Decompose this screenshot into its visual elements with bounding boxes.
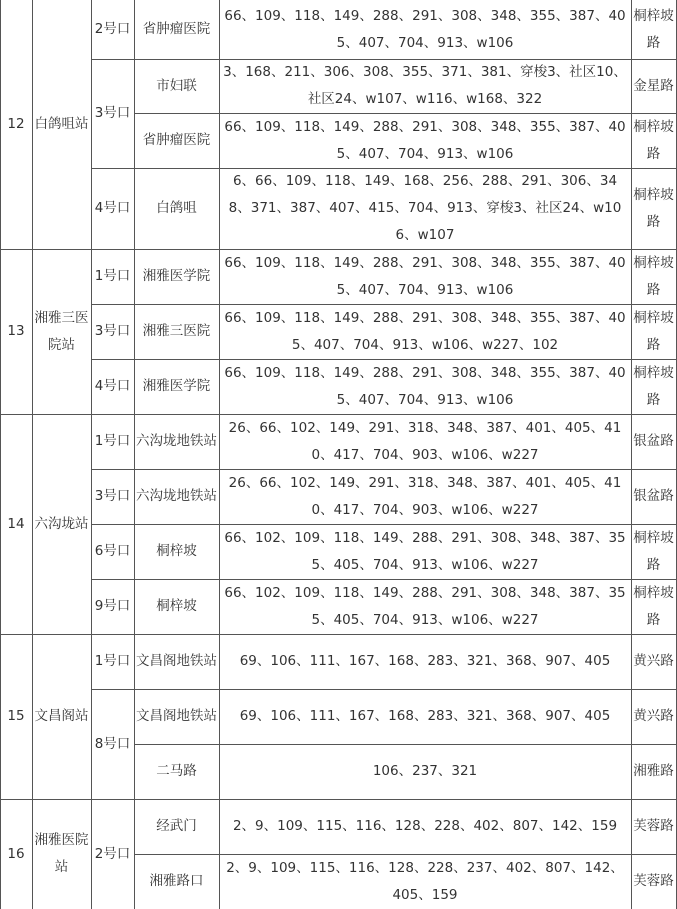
table-border [91,359,677,360]
bus-stop-name: 省肿瘤医院 [142,21,211,37]
table-border [0,414,677,415]
exit-label: 4号口 [94,378,131,394]
road-name: 桐梓坡路 [633,529,674,573]
bus-routes: 26、66、102、149、291、318、348、387、401、405、410、417、704、903、w106、w227 [228,419,622,463]
road-name: 桐梓坡路 [633,118,674,162]
bus-stop-name: 湘雅医学院 [142,378,211,394]
road-name: 桐梓坡路 [633,364,674,408]
table-border [0,0,1,909]
bus-routes: 66、109、118、149、288、291、308、348、355、387、405、407、704、913、w106、w227、102 [224,309,626,353]
bus-stop-name: 桐梓坡 [156,598,197,614]
road-name: 金星路 [633,77,674,94]
station-name: 文昌阁站 [34,708,89,724]
bus-stop-name: 六沟垅地铁站 [136,488,217,504]
exit-label: 9号口 [94,598,131,614]
bus-routes: 3、168、211、306、308、355、371、381、穿梭3、社区10、社区24、w107、w116、w168、322 [223,64,627,107]
table-border [134,113,677,114]
table-border [32,0,33,909]
table-border [134,744,677,745]
road-name: 银盆路 [633,488,674,504]
bus-routes: 69、106、111、167、168、283、321、368、907、405 [239,708,611,724]
station-number: 12 [7,116,25,132]
bus-routes: 2、9、109、115、116、128、228、237、402、807、142、405、159 [226,859,624,903]
bus-stop-name: 湘雅医学院 [142,268,211,284]
table-border [91,524,677,525]
bus-stop-name: 市妇联 [156,77,197,94]
road-name: 黄兴路 [633,653,674,669]
exit-label: 3号口 [94,323,131,339]
table-border [91,0,92,909]
bus-routes: 26、66、102、149、291、318、348、387、401、405、410、417、704、903、w106、w227 [228,474,622,518]
bus-routes: 66、109、118、149、288、291、308、348、355、387、405、407、704、913、w106 [224,118,626,162]
exit-label: 1号口 [94,433,131,449]
road-name: 桐梓坡路 [633,254,674,298]
bus-routes: 106、237、321 [372,763,478,779]
bus-stop-name: 湘雅三医院 [142,323,211,339]
exit-label: 3号口 [94,105,131,121]
bus-routes: 66、109、118、149、288、291、308、348、355、387、405、407、704、913、w106 [224,254,626,298]
bus-routes: 66、102、109、118、149、288、291、308、348、387、355、405、704、913、w106、w227 [224,529,626,573]
bus-routes: 66、109、118、149、288、291、308、348、355、387、405、407、704、913、w106 [224,364,626,408]
table-border [219,0,220,909]
road-name: 桐梓坡路 [633,7,674,51]
bus-routes: 66、102、109、118、149、288、291、308、348、387、355、405、704、913、w106、w227 [224,584,626,628]
bus-stop-name: 经武门 [156,818,197,834]
station-name: 湘雅医院站 [34,832,89,875]
road-name: 桐梓坡路 [633,584,674,628]
table-border [134,854,677,855]
road-name: 芙蓉路 [633,873,674,889]
exit-label: 8号口 [94,735,131,752]
bus-stop-name: 湘雅路口 [149,873,204,889]
road-name: 芙蓉路 [633,818,674,834]
station-name: 六沟垅站 [34,515,89,532]
bus-stop-name: 白鸽咀 [156,200,197,216]
road-name: 桐梓坡路 [633,309,674,353]
table-border [91,579,677,580]
exit-label: 1号口 [94,268,131,284]
exit-label: 2号口 [94,845,131,862]
exit-label: 1号口 [94,653,131,669]
table-border [134,0,135,909]
road-name: 湘雅路 [633,763,674,779]
exit-label: 2号口 [94,21,131,37]
exit-label: 4号口 [94,200,131,216]
table-border [91,168,677,169]
bus-stop-name: 六沟垅地铁站 [136,433,217,449]
station-number: 13 [7,323,25,339]
table-border [91,689,677,690]
station-number: 14 [7,515,25,532]
bus-stop-name: 桐梓坡 [156,543,197,559]
table-border [91,469,677,470]
bus-stop-name: 文昌阁地铁站 [136,708,217,724]
table-border [0,249,677,250]
table-border [0,634,677,635]
bus-routes: 69、106、111、167、168、283、321、368、907、405 [239,653,611,669]
table-border [91,59,677,60]
table-border [631,0,632,909]
road-name: 黄兴路 [633,708,674,724]
exit-label: 6号口 [94,543,131,559]
road-name: 桐梓坡路 [633,186,674,230]
station-number: 15 [7,708,25,724]
bus-routes: 6、66、109、118、149、168、256、288、291、306、348、371、387、407、415、704、913、穿梭3、社区24、w106、w107 [228,173,622,243]
bus-stop-name: 二马路 [156,763,197,779]
bus-routes: 66、109、118、149、288、291、308、348、355、387、405、407、704、913、w106 [224,7,626,51]
bus-stop-name: 省肿瘤医院 [142,132,211,148]
station-name: 湘雅三医院站 [34,309,89,353]
station-number: 16 [7,845,25,862]
road-name: 银盆路 [633,433,674,449]
table-border [0,799,677,800]
bus-routes: 2、9、109、115、116、128、228、402、807、142、159 [232,818,618,834]
bus-stop-name: 文昌阁地铁站 [136,653,217,669]
exit-label: 3号口 [94,488,131,504]
table-border [91,304,677,305]
station-name: 白鸽咀站 [34,116,89,132]
